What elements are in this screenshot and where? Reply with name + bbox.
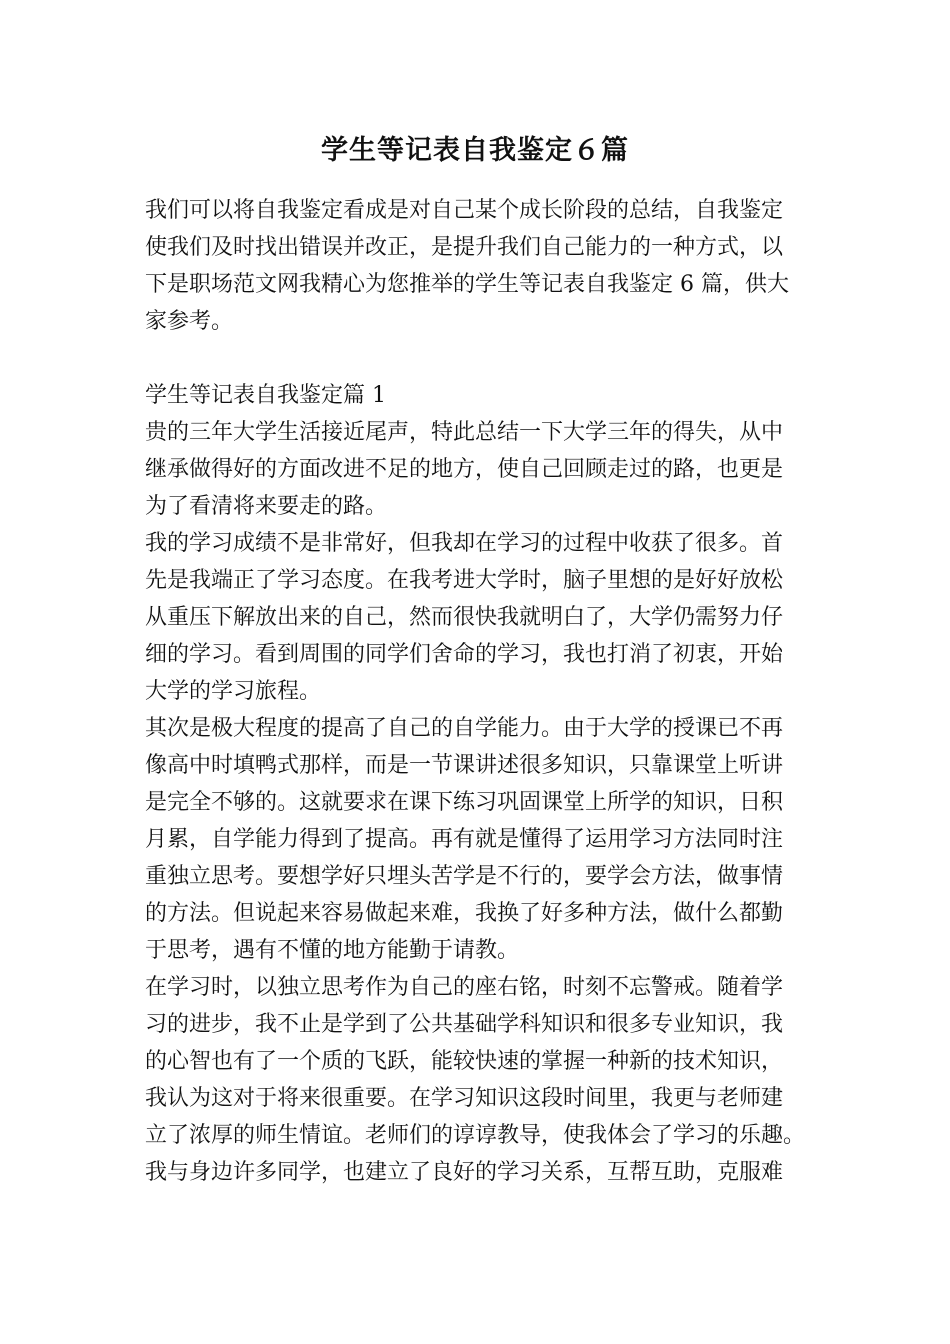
- body-line: 为了看清将来要走的路。: [145, 494, 388, 519]
- body-line: 继承做得好的方面改进不足的地方，使自己回顾走过的路，也更是: [145, 457, 784, 482]
- body-line: 是完全不够的。这就要求在课下练习巩固课堂上所学的知识，日积: [145, 790, 784, 815]
- body-line: 大学的学习旅程。: [145, 679, 322, 704]
- body-line: 于思考，遇有不懂的地方能勤于请教。: [145, 938, 520, 963]
- body-line: 我与身边许多同学，也建立了良好的学习关系，互帮互助，克服难: [145, 1160, 784, 1185]
- body-line: 的方法。但说起来容易做起来难，我换了好多种方法，做什么都勤: [145, 901, 784, 926]
- body-line: 习的进步，我不止是学到了公共基础学科知识和很多专业知识，我: [145, 1012, 784, 1037]
- body-line: 的心智也有了一个质的飞跃，能较快速的掌握一种新的技术知识，: [145, 1049, 784, 1074]
- body-line: 重独立思考。要想学好只埋头苦学是不行的，要学会方法，做事情: [145, 864, 784, 889]
- body-line: 贵的三年大学生活接近尾声，特此总结一下大学三年的得失，从中: [145, 420, 784, 445]
- body-line: 从重压下解放出来的自己，然而很快我就明白了，大学仍需努力仔: [145, 605, 784, 630]
- body-line: 立了浓厚的师生情谊。老师们的谆谆教导，使我体会了学习的乐趣。: [145, 1123, 806, 1148]
- body-line: 其次是极大程度的提高了自己的自学能力。由于大学的授课已不再: [145, 716, 784, 741]
- body-line: 先是我端正了学习态度。在我考进大学时，脑子里想的是好好放松: [145, 568, 784, 593]
- body-line: 在学习时，以独立思考作为自己的座右铭，时刻不忘警戒。随着学: [145, 975, 784, 1000]
- intro-line: 使我们及时找出错误并改正，是提升我们自己能力的一种方式，以: [145, 235, 784, 260]
- document-title: 学生等记表自我鉴定６篇: [321, 135, 629, 166]
- body-line: 细的学习。看到周围的同学们舍命的学习，我也打消了初衷，开始: [145, 642, 784, 667]
- body-line: 我认为这对于将来很重要。在学习知识这段时间里，我更与老师建: [145, 1086, 784, 1111]
- section-heading: 学生等记表自我鉴定篇 1: [145, 383, 386, 408]
- intro-line: 下是职场范文网我精心为您推举的学生等记表自我鉴定 6 篇，供大: [145, 272, 789, 297]
- intro-line: 我们可以将自我鉴定看成是对自己某个成长阶段的总结，自我鉴定: [145, 198, 784, 223]
- body-line: 我的学习成绩不是非常好，但我却在学习的过程中收获了很多。首: [145, 531, 784, 556]
- body-line: 月累，自学能力得到了提高。再有就是懂得了运用学习方法同时注: [145, 827, 784, 852]
- body-line: 像高中时填鸭式那样，而是一节课讲述很多知识，只靠课堂上听讲: [145, 753, 784, 778]
- intro-line: 家参考。: [145, 309, 234, 334]
